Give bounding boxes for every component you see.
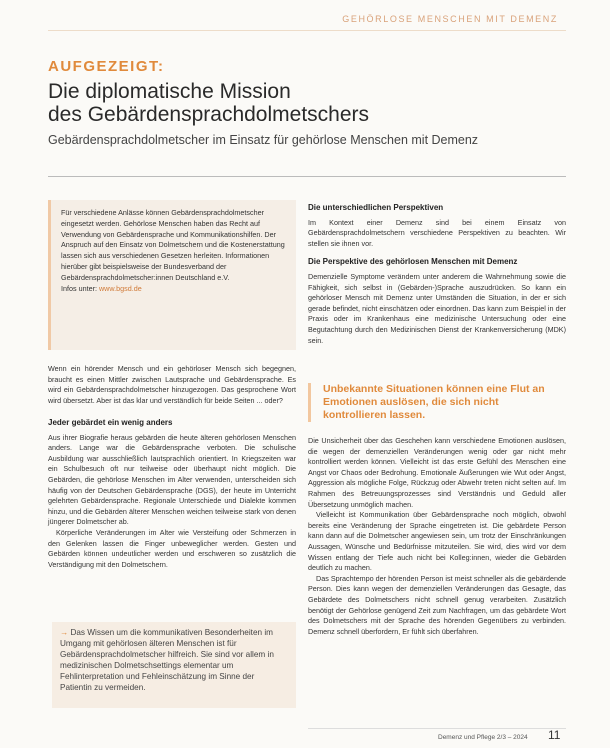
footer-journal: Demenz und Pflege 2/3 – 2024: [438, 734, 528, 741]
article-kicker: AUFGEZEIGT:: [48, 58, 165, 75]
title-line-1: Die diplomatische Mission: [48, 80, 291, 103]
pull-quote-left: [52, 622, 296, 708]
right-column-top: [308, 203, 566, 346]
article-subtitle: Gebärdensprachdolmetscher im Einsatz für gehörlose Menschen mit Demenz: [48, 133, 479, 147]
left-paragraph-2: Körperliche Veränderungen im Alter wie Versteifung oder Schmerzen in den Gelenken lassen die Finger unbeweglicher werden. Gesten und Gebärden können undeutlicher werden und erschweren so zusätzlich die Verständigung mit den Dolmetschern.: [48, 527, 296, 569]
right-paragraph-4: Vielleicht ist Kommunikation über Gebärdensprache noch möglich, obwohl bereits eine Veränderung der Sprache eingetreten ist. Die gebärdete Person kann dann auf die Dolmetscher angewiesen sein, um trotz der Einschränkungen Aussagen, Wünsche und Bedürfnisse mitzuteilen. Sie wird, dies wird vor dem Wissen entlang der Tiefe auch nicht bei Kolleg:innen, wieder die Gebärden deutlich zu machen.: [308, 510, 566, 573]
right-heading-2: Die Perspektive des gehörlosen Menschen mit Demenz: [308, 257, 518, 267]
section-divider: [48, 176, 566, 177]
title-line-2: des Gebärdensprachdolmetschers: [48, 103, 370, 126]
info-box-link[interactable]: www.bgsd.de: [98, 283, 142, 293]
right-paragraph-3: Die Unsicherheit über das Geschehen kann verschiedene Emotionen auslösen, die wegen der demenziellen Veränderungen wenig oder gar nicht mehr kontrolliert werden können. Vielleicht ist das erste Gefühl des Menschen eine Angst vor Chaos oder Bedrohung. Emotionale Äußerungen wie Wut oder Angst, Aggression als mögliche Folge, Rückzug oder Abwehr treten nicht selten auf. Im Rahmen des Betreuungsprozesses sind Verständnis und Geduld aller Übersetzung unmöglich machen.: [308, 436, 566, 509]
left-paragraph-1: Aus ihrer Biografie heraus gebärden die heute älteren gehörlosen Menschen anders. Lange war die Gebärdensprache verboten. Die schulische Ausbildung war ausschließlich lautsprachlich orientiert. In Kriegszeiten war ein Schulbesuch oft nur teilweise oder überhaupt nicht möglich. Die Gebärden, die gehörlose Menschen im Alter verwenden, unterscheiden sich häufig von der Deutschen Gebärdensprache (DGS), der heute im Unterricht gelehrten Gebärdensprache. Regionale Unterschiede und Dialekte kommen hinzu, und die Gebärden älterer Menschen weichen teilweise stark von denen jüngerer Dolmetscher ab.: [48, 432, 296, 527]
section-header: GEHÖRLOSE MENSCHEN MIT DEMENZ: [342, 14, 558, 24]
left-section-heading: Jeder gebärdet ein wenig anders: [48, 418, 173, 427]
right-heading-1: Die unterschiedlichen Perspektiven: [308, 203, 444, 212]
right-paragraph-2: Demenzielle Symptome verändern unter anderem die Wahrnehmung sowie die Fähigkeit, sich selbst in (Gebärden-)Sprache auszudrücken. So kann ein gehörloser Mensch mit Demenz unter Umständen die Situation, in der er sich gerade befindet, nicht einschätzen oder einordnen. Das kann zum Beispiel in der Praxis oder im Krankenhaus eine medizinische Untersuchung oder eine Begutachtung durch den Medizinischen Dienst der Krankenversicherung (MDK) sein.: [308, 271, 566, 345]
pull-quote-right: Unbekannte Situationen können eine Flut an Emotionen auslösen, die sich nicht kontrollieren lassen.: [308, 383, 553, 422]
left-column-intro: [48, 364, 296, 406]
right-paragraph-5: Das Sprachtempo der hörenden Person ist meist schneller als die gebärdende Person. Dies kann wegen der demenziellen Veränderungen das Gesagte, das Gebärdete des Dolmetschers nicht schnell genug verarbeiten. Zusätzlich benötigt der Gehörlose genügend Zeit zum Nachfragen, um das gebärdete Wort des Dolmetschers mit der Sprache des hörenden Gegenübers zu verbinden. Demenz schnell überfordern, Er fühlt sich überfahren.: [308, 573, 566, 636]
info-box-text: Für verschiedene Anlässe können Gebärdensprachdolmetscher eingesetzt werden. Gehörlose Menschen haben das Recht auf Verwendung von Gebärdensprache und Kommunikationshilfen. Der Anspruch auf den Einsatz von Dolmetschern und die Kostenerstattung lassen sich aus verschiedenen Gesetzen herleiten. Informationen hierüber gibt beispielsweise der Bundesverband der Gebärdensprachdolmetscher:innen Deutschland e.V.: [61, 208, 285, 282]
page-number: 11: [548, 728, 561, 742]
pull-quote-left-text: Das Wissen um die kommunikativen Besonderheiten im Umgang mit gehörlosen älteren Menschen ist für Gebärdensprachdolmetscher hilfreich. Sie sind vor allem in medizinischen Dolmetschsettings elementar um Fehlinterpretation und Fehleinschätzung im Sinne der Patientin zu vermeiden.: [60, 628, 274, 692]
footer-divider: [308, 728, 566, 729]
intro-paragraph: Wenn ein hörender Mensch und ein gehörloser Mensch sich begegnen, braucht es einen Mittler zwischen Lautsprache und Gebärdensprache. Es wird ein Gebärdensprachdolmetscher hinzugezogen. Das gesprochene Wort wird übersetzt. Aber ist das klar und verständlich für beide Seiten ... oder?: [48, 364, 296, 405]
right-paragraph-1: Im Kontext einer Demenz sind bei einem Einsatz von Gebärdensprachdolmetschern verschiedene Perspektiven zu beachten. Wir stellen sie ihnen vor.: [308, 217, 566, 248]
header-divider: [48, 30, 566, 31]
info-box: [48, 200, 296, 350]
article-title: [48, 80, 568, 126]
right-column-bottom: [308, 436, 566, 637]
info-box-more-label: Infos unter:: [61, 283, 97, 293]
arrow-icon: →: [60, 628, 69, 637]
left-column-body: [48, 418, 296, 570]
